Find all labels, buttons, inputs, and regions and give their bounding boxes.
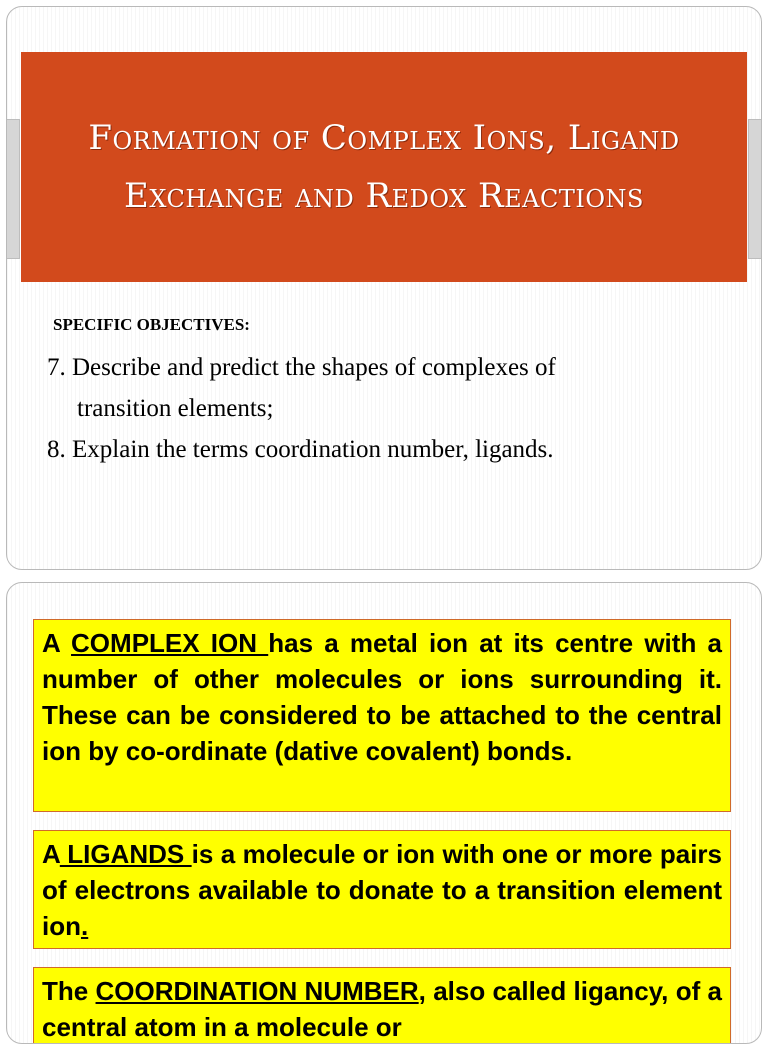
objective-item (47, 429, 709, 470)
objective-line-continued: transition elements; (77, 395, 274, 422)
complex-ion-definition (33, 619, 731, 812)
objective-item (47, 347, 709, 429)
term-complex-ion: COMPLEX ION (71, 628, 269, 658)
objectives-list (47, 347, 709, 470)
definition-text: has a metal ion at its centre with a number of other molecules or ions surrounding it. These can be considered to be attached to the central ion by co-ordinate (dative covalent) bonds. (42, 628, 722, 766)
slide-title: Formation of Complex Ions, Ligand Exchange and Redox Reactions (88, 118, 680, 216)
objective-line: 8. Explain the terms coordination number, ligands. (47, 436, 554, 463)
definitions-slide (6, 582, 762, 1044)
definition-end-period: . (81, 911, 89, 941)
objectives-heading: SPECIFIC OBJECTIVES: (53, 315, 250, 334)
objective-line: 7. Describe and predict the shapes of complexes of (47, 354, 556, 381)
definition-prefix: A (42, 839, 60, 869)
ligands-definition (33, 830, 731, 949)
coordination-number-definition (33, 967, 731, 1044)
definition-prefix: The (42, 976, 96, 1006)
left-side-tab (6, 119, 20, 259)
right-side-tab (748, 119, 762, 259)
definition-text: , also called ligancy, of a central atom in a molecule or (42, 976, 723, 1042)
title-slide (6, 6, 762, 570)
definition-text: is a molecule or ion with one or more pairs of electrons available to donate to a transition element ion (42, 839, 722, 941)
title-banner (21, 52, 747, 282)
definition-prefix: A (42, 628, 72, 658)
term-coordination-number: COORDINATION NUMBER (95, 976, 419, 1006)
term-ligands: LIGANDS (59, 839, 192, 869)
